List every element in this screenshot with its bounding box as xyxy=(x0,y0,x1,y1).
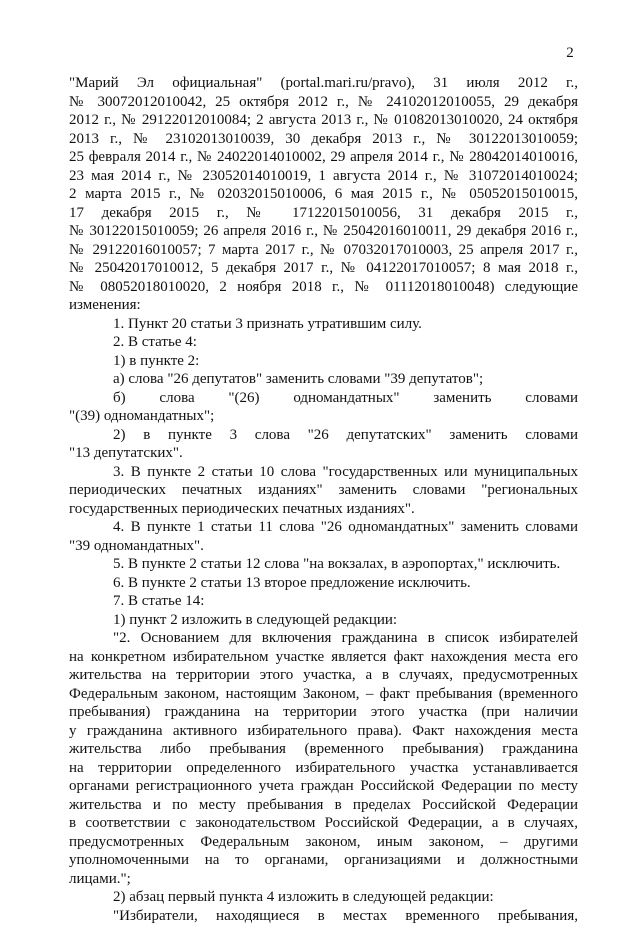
text-line: "Марий Эл официальная" (portal.mari.ru/pravo), 31 июля 2012 г., xyxy=(69,74,578,93)
text-line: "2. Основанием для включения гражданина в список избирателей xyxy=(69,629,578,648)
text-line: № 29122016010057; 7 марта 2017 г., № 07032017010003, 25 апреля 2017 г., xyxy=(69,241,578,260)
text-line: 2 марта 2015 г., № 02032015010006, 6 мая 2015 г., № 05052015010015, xyxy=(69,185,578,204)
text-line: периодических печатных изданиях" заменить словами "региональных xyxy=(69,481,578,500)
text-line: 25 февраля 2014 г., № 24022014010002, 29 апреля 2014 г., № 28042014010016, xyxy=(69,148,578,167)
text-line: предусмотренных Федеральным законом, иным законом, – другими xyxy=(69,833,578,852)
text-line: 2) в пункте 3 слова "26 депутатских" заменить словами xyxy=(69,426,578,445)
text-line: на конкретном избирательном участке является факт нахождения места его xyxy=(69,648,578,667)
text-line: "(39) одномандатных"; xyxy=(69,407,578,426)
text-line: 5. В пункте 2 статьи 12 слова "на вокзалах, в аэропортах," исключить. xyxy=(69,555,578,574)
text-line: 23 мая 2014 г., № 23052014010019, 1 августа 2014 г., № 31072014010024; xyxy=(69,167,578,186)
text-line: 2) абзац первый пункта 4 изложить в следующей редакции: xyxy=(69,888,578,907)
text-line: 2012 г., № 29122012010084; 2 августа 2013 г., № 01082013010020, 24 октября xyxy=(69,111,578,130)
document-body xyxy=(69,74,578,925)
text-line: в соответствии с законодательством Российской Федерации, а в случаях, xyxy=(69,814,578,833)
text-line: б) слова "(26) одномандатных" заменить словами xyxy=(69,389,578,408)
text-line: 4. В пункте 1 статьи 11 слова "26 одномандатных" заменить словами xyxy=(69,518,578,537)
text-line: уполномоченными на то органами, организациями и должностными xyxy=(69,851,578,870)
text-line: на территории определенного избирательного участка устанавливается xyxy=(69,759,578,778)
text-line: а) слова "26 депутатов" заменить словами "39 депутатов"; xyxy=(69,370,578,389)
text-line: № 30072012010042, 25 октября 2012 г., № 24102012010055, 29 декабря xyxy=(69,93,578,112)
text-line: 6. В пункте 2 статьи 13 второе предложение исключить. xyxy=(69,574,578,593)
text-line: у гражданина активного избирательного права). Факт нахождения места xyxy=(69,722,578,741)
text-line: 1) в пункте 2: xyxy=(69,352,578,371)
text-line: "Избиратели, находящиеся в местах временного пребывания, xyxy=(69,907,578,925)
text-line: 3. В пункте 2 статьи 10 слова "государственных или муниципальных xyxy=(69,463,578,482)
text-line: "39 одномандатных". xyxy=(69,537,578,556)
text-line: 1) пункт 2 изложить в следующей редакции: xyxy=(69,611,578,630)
text-line: 2. В статье 4: xyxy=(69,333,578,352)
text-line: № 30122015010059; 26 апреля 2016 г., № 25042016010011, 29 декабря 2016 г., xyxy=(69,222,578,241)
text-line: государственных периодических печатных изданиях". xyxy=(69,500,578,519)
text-line: № 08052018010020, 2 ноября 2018 г., № 01112018010048) следующие xyxy=(69,278,578,297)
text-line: 2013 г., № 23102013010039, 30 декабря 2013 г., № 30122013010059; xyxy=(69,130,578,149)
text-line: "13 депутатских". xyxy=(69,444,578,463)
text-line: жительства и по месту пребывания в пределах Российской Федерации xyxy=(69,796,578,815)
text-line: жительства либо пребывания (временного пребывания) гражданина xyxy=(69,740,578,759)
text-line: пребывания) гражданина на территории этого участка (при наличии xyxy=(69,703,578,722)
text-line: 7. В статье 14: xyxy=(69,592,578,611)
page-number: 2 xyxy=(560,44,580,62)
text-line: № 25042017010012, 5 декабря 2017 г., № 04122017010057; 8 мая 2018 г., xyxy=(69,259,578,278)
text-line: 17 декабря 2015 г., № 17122015010056, 31 декабря 2015 г., xyxy=(69,204,578,223)
text-line: 1. Пункт 20 статьи 3 признать утратившим силу. xyxy=(69,315,578,334)
text-line: жительства на территории этого участка, а в случаях, предусмотренных xyxy=(69,666,578,685)
text-line: органами регистрационного учета граждан Российской Федерации по месту xyxy=(69,777,578,796)
text-line: изменения: xyxy=(69,296,578,315)
text-line: лицами."; xyxy=(69,870,578,889)
text-line: Федеральным законом, настоящим Законом, – факт пребывания (временного xyxy=(69,685,578,704)
